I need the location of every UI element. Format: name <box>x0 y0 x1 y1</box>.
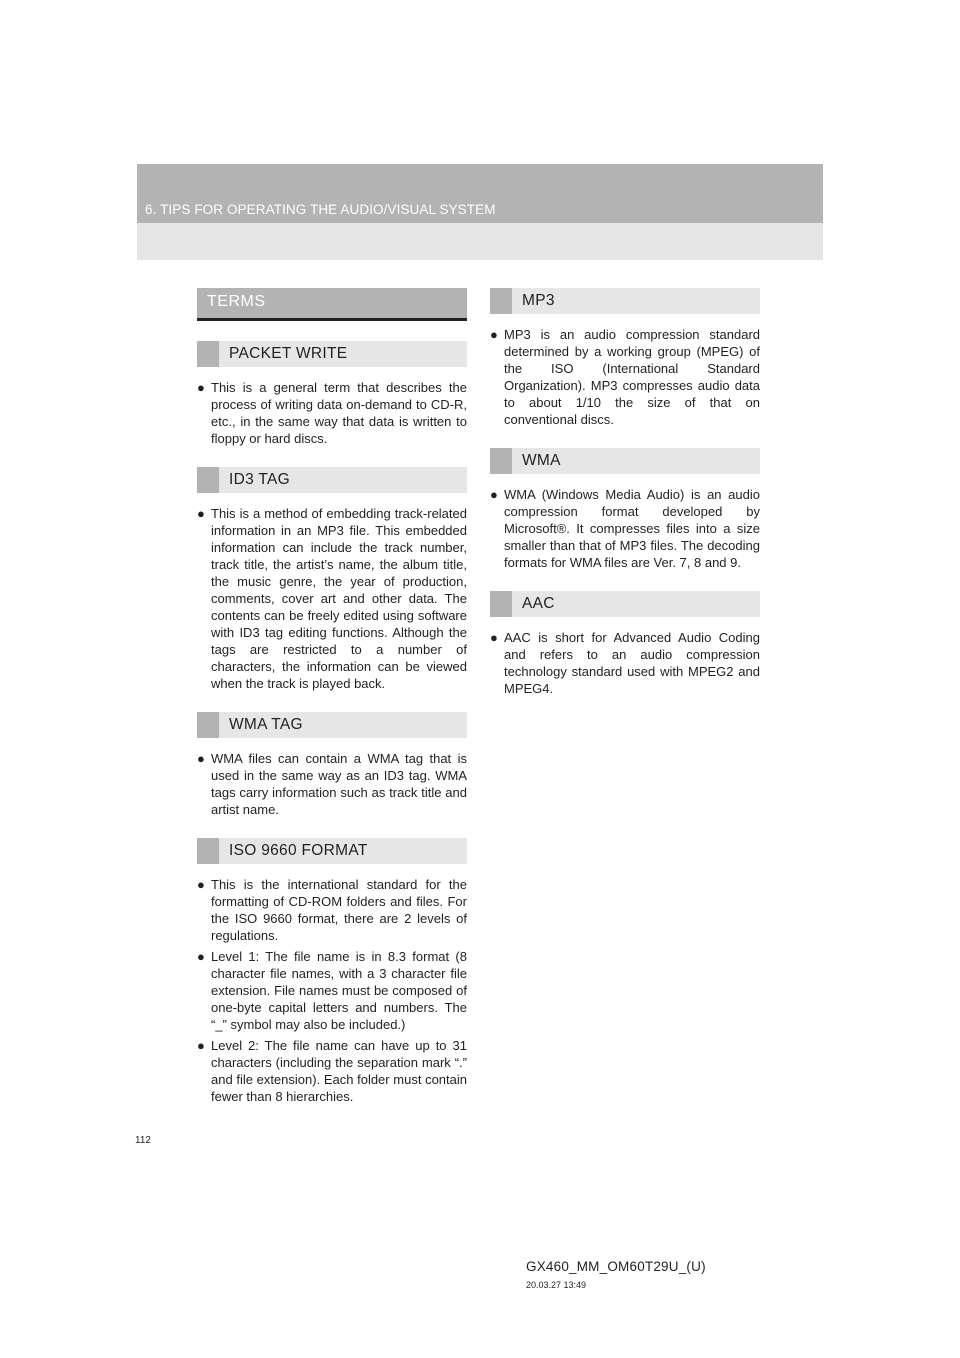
bullet-icon: ● <box>490 487 498 502</box>
bullet-icon: ● <box>490 630 498 645</box>
bullet-item: ● WMA files can contain a WMA tag that is used in the same way as an ID3 tag. WMA tags carry information such as track title and artist name. <box>197 751 467 817</box>
bullet-icon: ● <box>197 751 205 766</box>
bullet-icon: ● <box>197 1038 205 1053</box>
subheading-bar <box>490 448 760 474</box>
bullet-item: ● AAC is short for Advanced Audio Coding and refers to an audio compression technology standard used with MPEG2 and MPEG4. <box>490 630 760 696</box>
section-title: 6. TIPS FOR OPERATING THE AUDIO/VISUAL SYSTEM <box>145 202 496 217</box>
iso9660-section <box>197 838 467 1105</box>
bullet-icon: ● <box>197 877 205 892</box>
bullet-icon: ● <box>490 327 498 342</box>
aac-heading: AAC <box>522 595 555 612</box>
subheading-bar <box>197 341 467 367</box>
subheading-bar <box>490 591 760 617</box>
mp3-section <box>490 288 760 428</box>
mp3-heading: MP3 <box>522 292 555 309</box>
terms-heading: TERMS <box>207 293 266 310</box>
document-date: 20.03.27 13:49 <box>526 1280 587 1290</box>
aac-section <box>490 591 760 697</box>
left-column <box>197 288 467 1125</box>
page-header <box>137 164 823 260</box>
subheading-bar <box>490 288 760 314</box>
bullet-item: ● This is the international standard for the formatting of CD-ROM folders and files. For the ISO 9660 format, there are 2 levels of regulations. <box>197 877 467 943</box>
bullet-item: ● This is a general term that describes the process of writing data on-demand to CD-R, etc., in the same way that data is written to floppy or hard discs. <box>197 380 467 446</box>
subheading-bar <box>197 712 467 738</box>
wma-section <box>490 448 760 571</box>
id3-tag-heading: ID3 TAG <box>229 471 290 488</box>
document-code: GX460_MM_OM60T29U_(U) <box>526 1259 706 1274</box>
right-column <box>490 288 760 717</box>
bullet-item: ● WMA (Windows Media Audio) is an audio compression format developed by Microsoft®. It compresses files into a size smaller than that of MP3 files. The decoding formats for WMA files are Ver. 7, 8 and 9. <box>490 487 760 570</box>
bullet-icon: ● <box>197 380 205 395</box>
terms-heading-bar <box>197 288 467 321</box>
bullet-item: ● Level 1: The file name is in 8.3 format (8 character file names, with a 3 character file extension. File names must be composed of one-byte capital letters and numbers. The “_” symbol may also be included.) <box>197 949 467 1032</box>
bullet-icon: ● <box>197 506 205 521</box>
bullet-item: ● MP3 is an audio compression standard determined by a working group (MPEG) of the ISO (International Standard Organization). MP3 compresses audio data to about 1/10 the size of that on conventional discs. <box>490 327 760 427</box>
wma-tag-section <box>197 712 467 818</box>
iso9660-heading: ISO 9660 FORMAT <box>229 842 368 859</box>
wma-heading: WMA <box>522 452 561 469</box>
packet-write-section <box>197 341 467 447</box>
subheading-bar <box>197 467 467 493</box>
header-bar <box>137 164 823 223</box>
bullet-icon: ● <box>197 949 205 964</box>
page-number: 112 <box>135 1135 151 1146</box>
subheading-bar <box>197 838 467 864</box>
id3-tag-section <box>197 467 467 692</box>
bullet-item: ● This is a method of embedding track-related information in an MP3 file. This embedded information can include the track number, track title, the artist’s name, the album title, the music genre, the year of production, comments, cover art and other data. The contents can be freely edited using software with ID3 tag editing functions. Although the tags are restricted to a number of characters, the information can be viewed when the track is played back. <box>197 506 467 691</box>
wma-tag-heading: WMA TAG <box>229 716 303 733</box>
packet-write-heading: PACKET WRITE <box>229 345 348 362</box>
bullet-item: ● Level 2: The file name can have up to 31 characters (including the separation mark “.” and file extension). Each folder must contain fewer than 8 hierarchies. <box>197 1038 467 1104</box>
